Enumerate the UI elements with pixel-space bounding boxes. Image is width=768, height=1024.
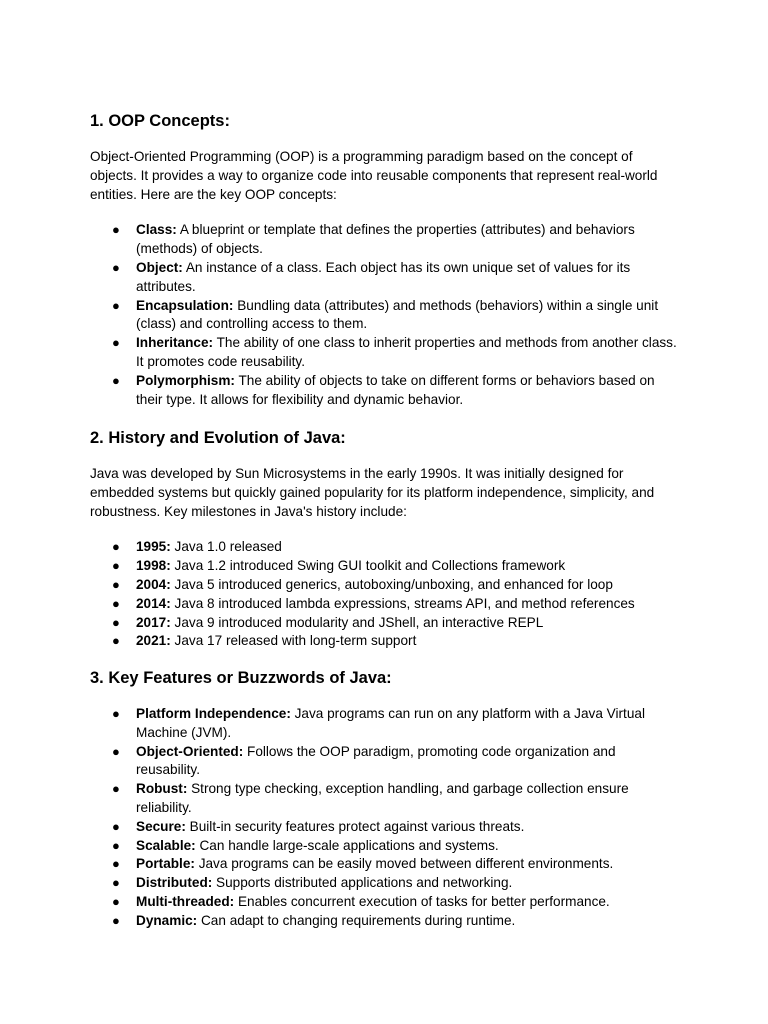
list-item	[90, 780, 680, 818]
list-item-text: An instance of a class. Each object has its own unique set of values for its attributes.	[136, 259, 631, 294]
bullet-icon: ●	[112, 912, 120, 928]
section-heading: 2. History and Evolution of Java:	[90, 429, 346, 447]
list-item-term: Multi-threaded:	[136, 893, 235, 909]
bullet-icon: ●	[112, 633, 120, 649]
list-item-term: Object:	[136, 259, 183, 275]
list-item-text: Java programs can run on any platform with a Java Virtual Machine (JVM).	[136, 706, 645, 740]
section-java-history	[90, 428, 680, 651]
bullet-icon: ●	[112, 539, 120, 555]
list-item	[90, 538, 680, 557]
list-item	[90, 372, 680, 410]
bullet-icon: ●	[112, 576, 120, 592]
list-item	[90, 557, 680, 576]
list-item	[90, 595, 680, 614]
bullet-icon: ●	[112, 259, 120, 275]
section-java-features	[90, 668, 680, 931]
list-item-text: Supports distributed applications and networking.	[212, 875, 513, 891]
list-item	[90, 614, 680, 633]
list-item-text: Can handle large-scale applications and systems.	[195, 837, 499, 853]
list-item-text: Java 1.2 introduced Swing GUI toolkit and Collections framework	[170, 558, 566, 574]
bullet-icon: ●	[112, 743, 120, 759]
list-item-term: Encapsulation:	[136, 297, 234, 313]
list-item-text: The ability of objects to take on different forms or behaviors based on their type. It allows for flexibility and dynamic behavior.	[136, 372, 655, 407]
list-item-term: 1998:	[136, 558, 171, 574]
bullet-icon: ●	[112, 297, 120, 313]
list-item	[90, 855, 680, 874]
list-item-term: Scalable:	[136, 837, 196, 853]
bullet-icon: ●	[112, 335, 120, 351]
list-item-text: Built-in security features protect against various threats.	[185, 818, 525, 834]
list-item	[90, 297, 680, 335]
list-item	[90, 632, 680, 651]
list-item	[90, 705, 680, 743]
list-item	[90, 221, 680, 259]
bullet-icon: ●	[112, 875, 120, 891]
list-item-term: Platform Independence:	[136, 706, 291, 721]
list-item-term: Secure:	[136, 818, 186, 834]
list-item	[90, 874, 680, 893]
list-item-term: 2004:	[136, 576, 171, 592]
list-item-text: Java 8 introduced lambda expressions, streams API, and method references	[170, 595, 635, 611]
list-item-term: Distributed:	[136, 875, 213, 891]
list-item-term: Robust:	[136, 781, 188, 797]
list-item-term: Dynamic:	[136, 912, 198, 928]
list-item-term: 1995:	[136, 539, 171, 555]
list-item-text: Can adapt to changing requirements during runtime.	[197, 912, 516, 928]
list-item	[90, 259, 680, 297]
list-item	[90, 818, 680, 837]
list-item-text: Java 5 introduced generics, autoboxing/unboxing, and enhanced for loop	[170, 576, 613, 592]
list-item-term: Portable:	[136, 856, 195, 872]
bullet-list	[90, 538, 680, 651]
list-item-term: 2017:	[136, 614, 171, 630]
bullet-icon: ●	[112, 856, 120, 872]
bullet-icon: ●	[112, 818, 120, 834]
bullet-icon: ●	[112, 595, 120, 611]
list-item	[90, 912, 680, 931]
list-item	[90, 334, 680, 372]
bullet-icon: ●	[112, 893, 120, 909]
list-item-text: Java 9 introduced modularity and JShell, an interactive REPL	[170, 614, 544, 630]
list-item	[90, 893, 680, 912]
list-item-text: Strong type checking, exception handling, and garbage collection ensure reliability.	[136, 781, 629, 815]
list-item-term: 2014:	[136, 595, 171, 611]
bullet-icon: ●	[112, 837, 120, 853]
bullet-icon: ●	[112, 781, 120, 797]
list-item-term: Object-Oriented:	[136, 743, 244, 759]
list-item-term: Class:	[136, 222, 177, 238]
bullet-icon: ●	[112, 372, 120, 388]
section-intro: Object-Oriented Programming (OOP) is a programming paradigm based on the concept of objects. It provides a way to organize code into reusable components that represent real-world entities. Here are the key OOP concepts:	[90, 149, 658, 202]
section-oop-concepts	[90, 111, 680, 409]
list-item	[90, 743, 680, 781]
list-item-text: Follows the OOP paradigm, promoting code organization and reusability.	[136, 743, 616, 778]
list-item-text: Bundling data (attributes) and methods (behaviors) within a single unit (class) and controlling access to them.	[136, 297, 659, 332]
list-item-text: Java 1.0 released	[170, 539, 282, 555]
section-heading: 3. Key Features or Buzzwords of Java:	[90, 669, 392, 687]
section-heading: 1. OOP Concepts:	[90, 112, 230, 130]
bullet-icon: ●	[112, 222, 120, 238]
list-item-text: Java programs can be easily moved between different environments.	[194, 856, 614, 872]
list-item	[90, 576, 680, 595]
section-intro: Java was developed by Sun Microsystems in the early 1990s. It was initially designed for embedded systems but quickly gained popularity for its platform independence, simplicity, and robustness. Key milestones in Java's history include:	[90, 466, 655, 519]
bullet-list	[90, 705, 680, 931]
list-item	[90, 837, 680, 856]
list-item-text: Java 17 released with long-term support	[170, 633, 417, 649]
list-item-text: The ability of one class to inherit properties and methods from another class. It promotes code reusability.	[136, 335, 677, 369]
list-item-term: Inheritance:	[136, 335, 214, 351]
bullet-icon: ●	[112, 614, 120, 630]
list-item-text: A blueprint or template that defines the properties (attributes) and behaviors (methods) of objects.	[136, 222, 635, 257]
bullet-icon: ●	[112, 558, 120, 574]
bullet-icon: ●	[112, 706, 120, 721]
bullet-list	[90, 221, 680, 409]
list-item-text: Enables concurrent execution of tasks for better performance.	[234, 893, 610, 909]
list-item-term: 2021:	[136, 633, 171, 649]
list-item-term: Polymorphism:	[136, 372, 235, 388]
